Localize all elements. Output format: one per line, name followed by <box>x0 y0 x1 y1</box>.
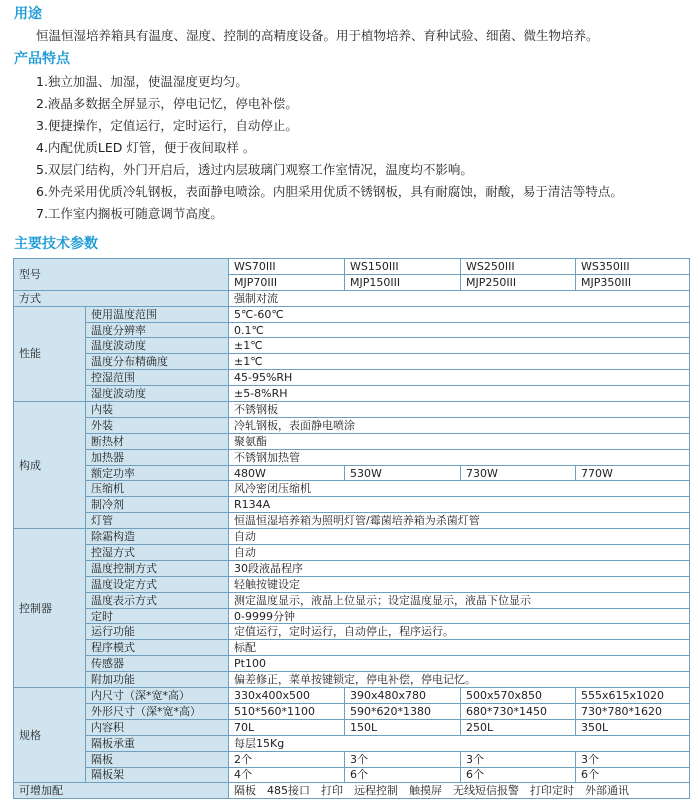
table-row <box>14 386 690 402</box>
param-label: 压缩机 <box>86 481 229 497</box>
dim-value: 350L <box>576 719 690 735</box>
param-value: 30段液晶程序 <box>229 560 690 576</box>
table-row <box>14 703 690 719</box>
model-cell: WS70III <box>229 259 345 275</box>
power-value: 770W <box>576 465 690 481</box>
model-cell: MJP350III <box>576 274 690 290</box>
table-row <box>14 719 690 735</box>
feature-item: 6.外壳采用优质冷轧钢板，表面静电喷涂。内胆采用优质不锈钢板，具有耐腐蚀，耐酸，易于清洁等特点。 <box>36 184 623 199</box>
dim-value: 330x400x500 <box>229 688 345 704</box>
param-value: 自动 <box>229 529 690 545</box>
table-row <box>14 513 690 529</box>
model-cell: MJP150III <box>345 274 461 290</box>
table-row <box>14 370 690 386</box>
param-label: 除霜构造 <box>86 529 229 545</box>
category-performance: 性能 <box>14 306 86 401</box>
dim-value: 4个 <box>229 767 345 783</box>
table-row <box>14 354 690 370</box>
table-row <box>14 290 690 306</box>
category-construction: 构成 <box>14 402 86 529</box>
category-dimensions: 规格 <box>14 688 86 783</box>
model-cell: MJP250III <box>461 274 576 290</box>
feature-item: 3.便捷操作，定值运行，定时运行，自动停止。 <box>36 118 298 133</box>
dim-value: 510*560*1100 <box>229 703 345 719</box>
param-label: 运行功能 <box>86 624 229 640</box>
table-row <box>14 592 690 608</box>
param-label: 温度控制方式 <box>86 560 229 576</box>
options-label: 可增加配 <box>14 783 229 799</box>
param-value: 定值运行，定时运行，自动停止，程序运行。 <box>229 624 690 640</box>
param-value: 轻触按键设定 <box>229 576 690 592</box>
param-label: 使用温度范围 <box>86 306 229 322</box>
param-value: ±1℃ <box>229 338 690 354</box>
param-label: 控湿方式 <box>86 545 229 561</box>
feature-item: 2.液晶多数据全屏显示，停电记忆，停电补偿。 <box>36 96 298 111</box>
feature-item: 1.独立加温、加湿，使温湿度更均匀。 <box>36 74 248 89</box>
param-value: 5℃-60℃ <box>229 306 690 322</box>
dim-value: 70L <box>229 719 345 735</box>
dim-value: 250L <box>461 719 576 735</box>
param-label: 加热器 <box>86 449 229 465</box>
param-value: 不锈钢加热管 <box>229 449 690 465</box>
param-label: 灯管 <box>86 513 229 529</box>
param-label: 隔板架 <box>86 767 229 783</box>
table-row <box>14 640 690 656</box>
table-row <box>14 433 690 449</box>
table-row <box>14 481 690 497</box>
dim-value: 500x570x850 <box>461 688 576 704</box>
param-value: ±1℃ <box>229 354 690 370</box>
table-row <box>14 783 690 799</box>
table-row <box>14 402 690 418</box>
param-value: 风冷密闭压缩机 <box>229 481 690 497</box>
model-cell: WS150III <box>345 259 461 275</box>
table-row <box>14 322 690 338</box>
dim-value: 6个 <box>461 767 576 783</box>
model-cell: MJP70III <box>229 274 345 290</box>
table-row <box>14 608 690 624</box>
param-value: 不锈钢板 <box>229 402 690 418</box>
param-value: R134A <box>229 497 690 513</box>
table-row <box>14 529 690 545</box>
feature-item: 7.工作室内搁板可随意调节高度。 <box>36 206 223 221</box>
method-value: 强制对流 <box>229 290 690 306</box>
param-value: Pt100 <box>229 656 690 672</box>
param-label: 内容积 <box>86 719 229 735</box>
usage-heading: 用途 <box>14 6 42 22</box>
param-label: 附加功能 <box>86 672 229 688</box>
param-value: 恒温恒湿培养箱为照明灯管/霉菌培养箱为杀菌灯管 <box>229 513 690 529</box>
table-row <box>14 545 690 561</box>
table-row <box>14 417 690 433</box>
feature-item: 5.双层门结构，外门开启后，透过内层玻璃门观察工作室情况，温度均不影响。 <box>36 162 473 177</box>
param-value: 自动 <box>229 545 690 561</box>
table-row <box>14 465 690 481</box>
param-value: 冷轧钢板，表面静电喷涂 <box>229 417 690 433</box>
param-label: 传感器 <box>86 656 229 672</box>
dim-value: 555x615x1020 <box>576 688 690 704</box>
dim-value: 3个 <box>461 751 576 767</box>
dim-value: 390x480x780 <box>345 688 461 704</box>
table-row <box>14 656 690 672</box>
table-row <box>14 560 690 576</box>
param-value: 45-95%RH <box>229 370 690 386</box>
param-label: 内尺寸（深*宽*高） <box>86 688 229 704</box>
table-row <box>14 688 690 704</box>
param-label: 外形尺寸（深*宽*高） <box>86 703 229 719</box>
model-cell: WS250III <box>461 259 576 275</box>
table-row <box>14 259 690 275</box>
param-value: 每层15Kg <box>229 735 690 751</box>
method-label: 方式 <box>14 290 229 306</box>
param-label: 控湿范围 <box>86 370 229 386</box>
param-value: 聚氨酯 <box>229 433 690 449</box>
dim-value: 6个 <box>576 767 690 783</box>
options-value: 隔板 485接口 打印 远程控制 触摸屏 无线短信报警 打印定时 外部通讯 <box>229 783 690 799</box>
param-label: 断热材 <box>86 433 229 449</box>
category-controller: 控制器 <box>14 529 86 688</box>
param-label: 温度波动度 <box>86 338 229 354</box>
param-value: 偏差修正，菜单按键锁定，停电补偿，停电记忆。 <box>229 672 690 688</box>
param-label: 定时 <box>86 608 229 624</box>
param-label: 湿度波动度 <box>86 386 229 402</box>
param-value: ±5-8%RH <box>229 386 690 402</box>
dim-value: 730*780*1620 <box>576 703 690 719</box>
specs-heading: 主要技术参数 <box>14 236 98 252</box>
dim-value: 680*730*1450 <box>461 703 576 719</box>
dim-value: 150L <box>345 719 461 735</box>
spec-table <box>13 258 690 799</box>
table-row <box>14 576 690 592</box>
param-label: 外装 <box>86 417 229 433</box>
usage-text: 恒温恒湿培养箱具有温度、湿度、控制的高精度设备。用于植物培养、育种试验、细菌、微生物培养。 <box>36 28 599 43</box>
feature-item: 4.内配优质LED 灯管，便于夜间取样 。 <box>36 140 256 155</box>
param-label: 隔板 <box>86 751 229 767</box>
table-row <box>14 735 690 751</box>
table-row <box>14 751 690 767</box>
param-label: 隔板承重 <box>86 735 229 751</box>
param-value: 0-9999分钟 <box>229 608 690 624</box>
param-label: 温度分辨率 <box>86 322 229 338</box>
table-row <box>14 672 690 688</box>
power-value: 730W <box>461 465 576 481</box>
param-label: 制冷剂 <box>86 497 229 513</box>
dim-value: 2个 <box>229 751 345 767</box>
table-row <box>14 624 690 640</box>
table-row <box>14 449 690 465</box>
param-value: 测定温度显示，液晶上位显示；设定温度显示，液晶下位显示 <box>229 592 690 608</box>
param-value: 0.1℃ <box>229 322 690 338</box>
power-value: 480W <box>229 465 345 481</box>
power-value: 530W <box>345 465 461 481</box>
table-row <box>14 767 690 783</box>
dim-value: 6个 <box>345 767 461 783</box>
param-label: 温度分布精确度 <box>86 354 229 370</box>
param-label: 温度表示方式 <box>86 592 229 608</box>
dim-value: 590*620*1380 <box>345 703 461 719</box>
param-label: 额定功率 <box>86 465 229 481</box>
model-cell: WS350III <box>576 259 690 275</box>
dim-value: 3个 <box>576 751 690 767</box>
table-row <box>14 306 690 322</box>
table-row <box>14 338 690 354</box>
dim-value: 3个 <box>345 751 461 767</box>
table-row <box>14 497 690 513</box>
param-label: 程序模式 <box>86 640 229 656</box>
param-label: 内装 <box>86 402 229 418</box>
param-label: 温度设定方式 <box>86 576 229 592</box>
features-heading: 产品特点 <box>14 51 70 67</box>
model-label: 型号 <box>14 259 229 291</box>
param-value: 标配 <box>229 640 690 656</box>
